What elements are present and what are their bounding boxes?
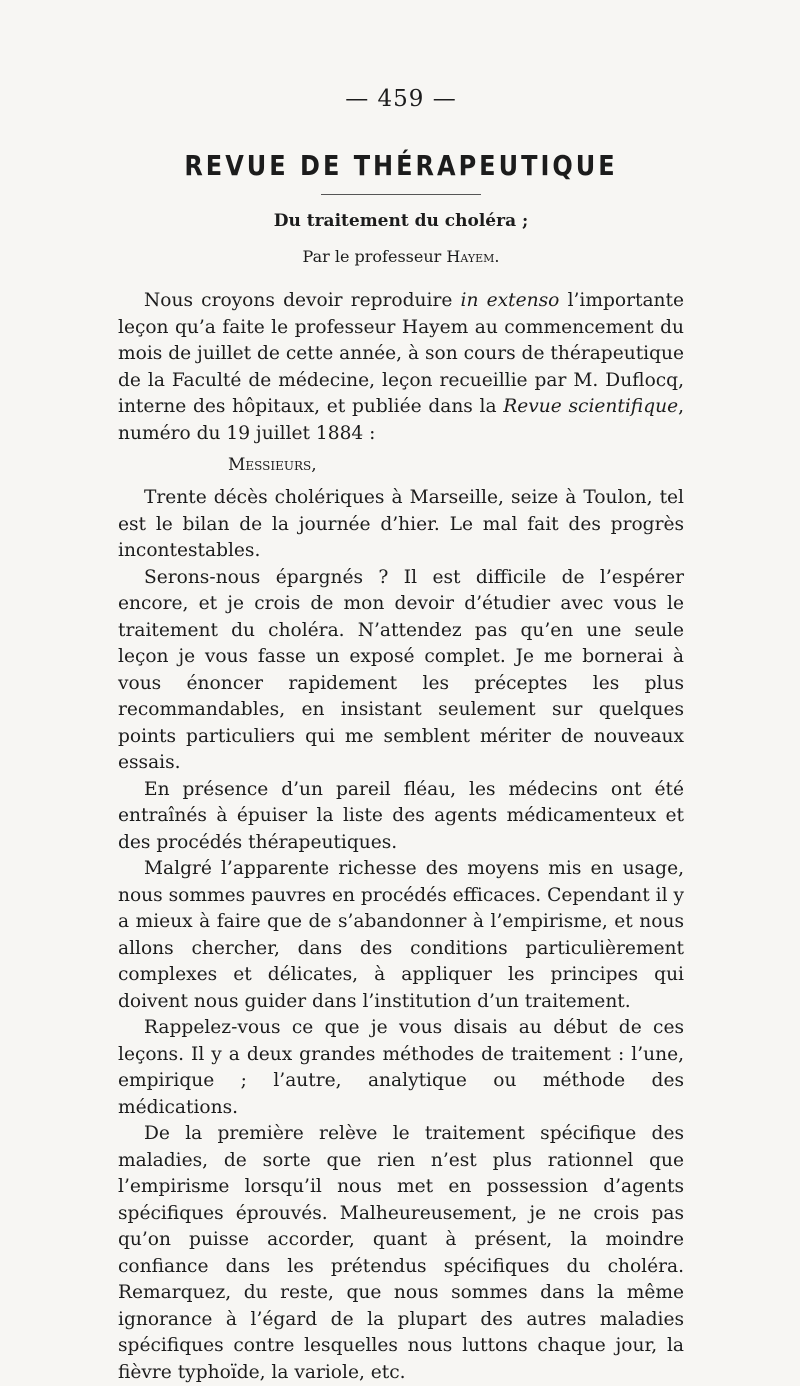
- intro-text-start: Nous croyons devoir reproduire: [144, 290, 461, 311]
- byline-prefix: Par le professeur: [302, 247, 447, 266]
- page-number: — 459 —: [345, 86, 457, 112]
- title-rule: [321, 194, 481, 195]
- salutation: Messieurs,: [228, 455, 317, 475]
- article-title: Du traitement du choléra ;: [273, 211, 529, 231]
- body-paragraph: Rappelez-vous ce que je vous disais au début de ces leçons. Il y a deux grandes méthodes de traitement : l’une, empirique ; l’autre, analytique ou méthode des médications.: [118, 1017, 684, 1118]
- body-paragraph: De la première relève le traitement spécifique des maladies, de sorte que rien n’est plus rationnel que l’empirisme lorsqu’il nous met en possession d’agents spécifiques éprouvés. Malheureusement, je ne crois pas qu’on puisse accorder, quant à présent, la moindre confiance dans les prétendus spécifiques du choléra. Remarquez, du reste, que nous sommes dans la même ignorance à l’égard de la plupart des autres maladies spécifiques contre lesquelles nous luttons chaque jour, la fièvre typhoïde, la variole, etc.: [118, 1123, 684, 1383]
- intro-text-end: , numéro du 19 juillet 1884 :: [118, 396, 684, 444]
- body-paragraph: Malgré l’apparente richesse des moyens mis en usage, nous sommes pauvres en procédés efficaces. Cependant il y a mieux à faire que de s’abandonner à l’empirisme, et nous allons chercher, dans des conditions particulièrement complexes et délicates, à appliquer les principes qui doivent nous guider dans l’institution d’un traitement.: [118, 858, 684, 1012]
- journal-name: Revue scientifique: [503, 396, 679, 417]
- intro-text-middle: l’importante leçon qu’a faite le professeur Hayem au commencement du mois de juillet de cette année, à son cours de thérapeutique de la Faculté de médecine, leçon recueillie par M. Duflocq, interne des hôpitaux, et publiée dans la: [118, 290, 684, 417]
- body-paragraph: Trente décès cholériques à Marseille, seize à Toulon, tel est le bilan de la journée d’hier. Le mal fait des progrès incontestables.: [118, 487, 684, 561]
- body-paragraph: En présence d’un pareil fléau, les médecins ont été entraînés à épuiser la liste des agents médicamenteux et des procédés thérapeutiques.: [118, 778, 684, 853]
- section-title: REVUE DE THÉRAPEUTIQUE: [184, 149, 618, 183]
- byline: [118, 247, 684, 266]
- intro-paragraph: [118, 288, 684, 447]
- body-paragraph: Serons-nous épargnés ? Il est difficile de l’espérer encore, et je crois de mon devoir d’étudier avec vous le traitement du choléra. N’attendez pas qu’en une seule leçon je vous fasse un exposé complet. Je me bornerai à vous énoncer rapidement les préceptes les plus recommandables, en insistant seulement sur quelques points particuliers qui me semblent mériter de nouveaux essais.: [118, 566, 684, 773]
- intro-italic-phrase: in extenso: [460, 290, 560, 311]
- author-name: Hayem.: [446, 247, 500, 266]
